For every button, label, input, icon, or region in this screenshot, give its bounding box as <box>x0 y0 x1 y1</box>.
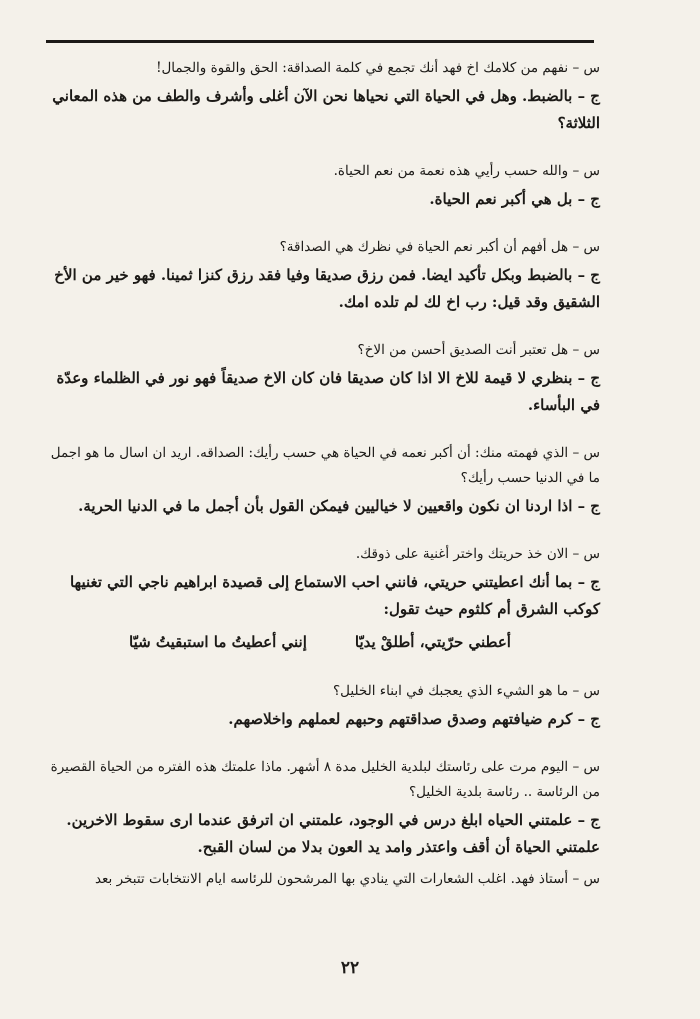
interview-page <box>40 56 600 914</box>
qa-block-3 <box>40 235 600 316</box>
question: س – هل تعتبر أنت الصديق أحسن من الاخ؟ <box>357 342 600 358</box>
question: س – ما هو الشيء الذي يعجبك في ابناء الخليل؟ <box>332 683 600 699</box>
qa-block-9 <box>40 867 600 892</box>
question: س – والله حسب رأيي هذه نعمة من نعم الحياة. <box>333 163 600 179</box>
qa-block-8 <box>40 755 600 861</box>
question: س – أستاذ فهد. اغلب الشعارات التي ينادي بها المرشحون للرئاسه ايام الانتخابات تتبخر بعد <box>94 871 600 887</box>
answer: ج – بنظري لا قيمة للاخ الا اذا كان صديقا فان كان الاخ صديقاً فهو نور في الظلماء وعدّة في البأساء. <box>56 369 600 414</box>
header-rule <box>46 40 594 43</box>
answer: ج – بالضبط وبكل تأكيد ايضا. فمن رزق صديقا وفيا فقد رزق كنزا ثمينا. فهو خير من الأخ الشقيق وقد قيل: رب اخ لك لم تلده امك. <box>54 266 600 311</box>
answer: ج – علمتني الحياه ابلغ درس في الوجود، علمتني ان اترفق عندما ارى سقوط الاخرين. علمتني الحياة أن أقف واعتذر وامد يد العون بدلا من لسان القبح. <box>66 811 600 856</box>
qa-block-2 <box>40 159 600 213</box>
poem-verse <box>40 627 600 657</box>
question: س – هل أفهم أن أكبر نعم الحياة في نظرك هي الصداقة؟ <box>279 239 600 255</box>
page-number: ٢٢ <box>340 958 360 978</box>
question: س – الان خذ حريتك واختر أغنية على ذوقك. <box>355 546 600 562</box>
qa-block-1 <box>40 56 600 137</box>
qa-block-5 <box>40 441 600 520</box>
qa-block-6 <box>40 542 600 657</box>
answer: ج – كرم ضيافتهم وصدق صداقتهم وحبهم لعملهم واخلاصهم. <box>228 710 600 728</box>
answer: ج – بل هي أكبر نعم الحياة. <box>429 190 600 208</box>
question: س – الذي فهمته منك: أن أكبر نعمه في الحياة هي حسب رأيك: الصداقه. اريد ان اسال ما هو اجمل ما في الدنيا حسب رأيك؟ <box>50 445 600 486</box>
answer: ج – اذا اردنا ان نكون واقعيين لا خياليين فيمكن القول بأن أجمل ما في الدنيا الحرية. <box>78 497 600 515</box>
qa-block-7 <box>40 679 600 733</box>
question: س – اليوم مرت على رئاستك لبلدية الخليل مدة ٨ أشهر. ماذا علمتك هذه الفتره من الحياة القصيرة من الرئاسة .. رئاسة بلدية الخليل؟ <box>50 759 600 800</box>
answer: ج – بما أنك اعطيتني حريتي، فانني احب الاستماع إلى قصيدة ابراهيم ناجي التي تغنيها كوكب الشرق أم كلثوم حيث تقول: <box>69 573 600 618</box>
poem-hemistich-2: إنني أعطيتُ ما استبقيتُ شيّا <box>129 633 307 651</box>
answer: ج – بالضبط. وهل في الحياة التي نحياها نحن الآن أغلى وأشرف والطف من هذه المعاني الثلاثة؟ <box>52 87 600 132</box>
poem-hemistich-1: أعطني حرّيتي، أطلقْ يديّا <box>354 633 511 651</box>
question: س – نفهم من كلامك اخ فهد أنك تجمع في كلمة الصداقة: الحق والقوة والجمال! <box>156 60 600 76</box>
qa-block-4 <box>40 338 600 419</box>
